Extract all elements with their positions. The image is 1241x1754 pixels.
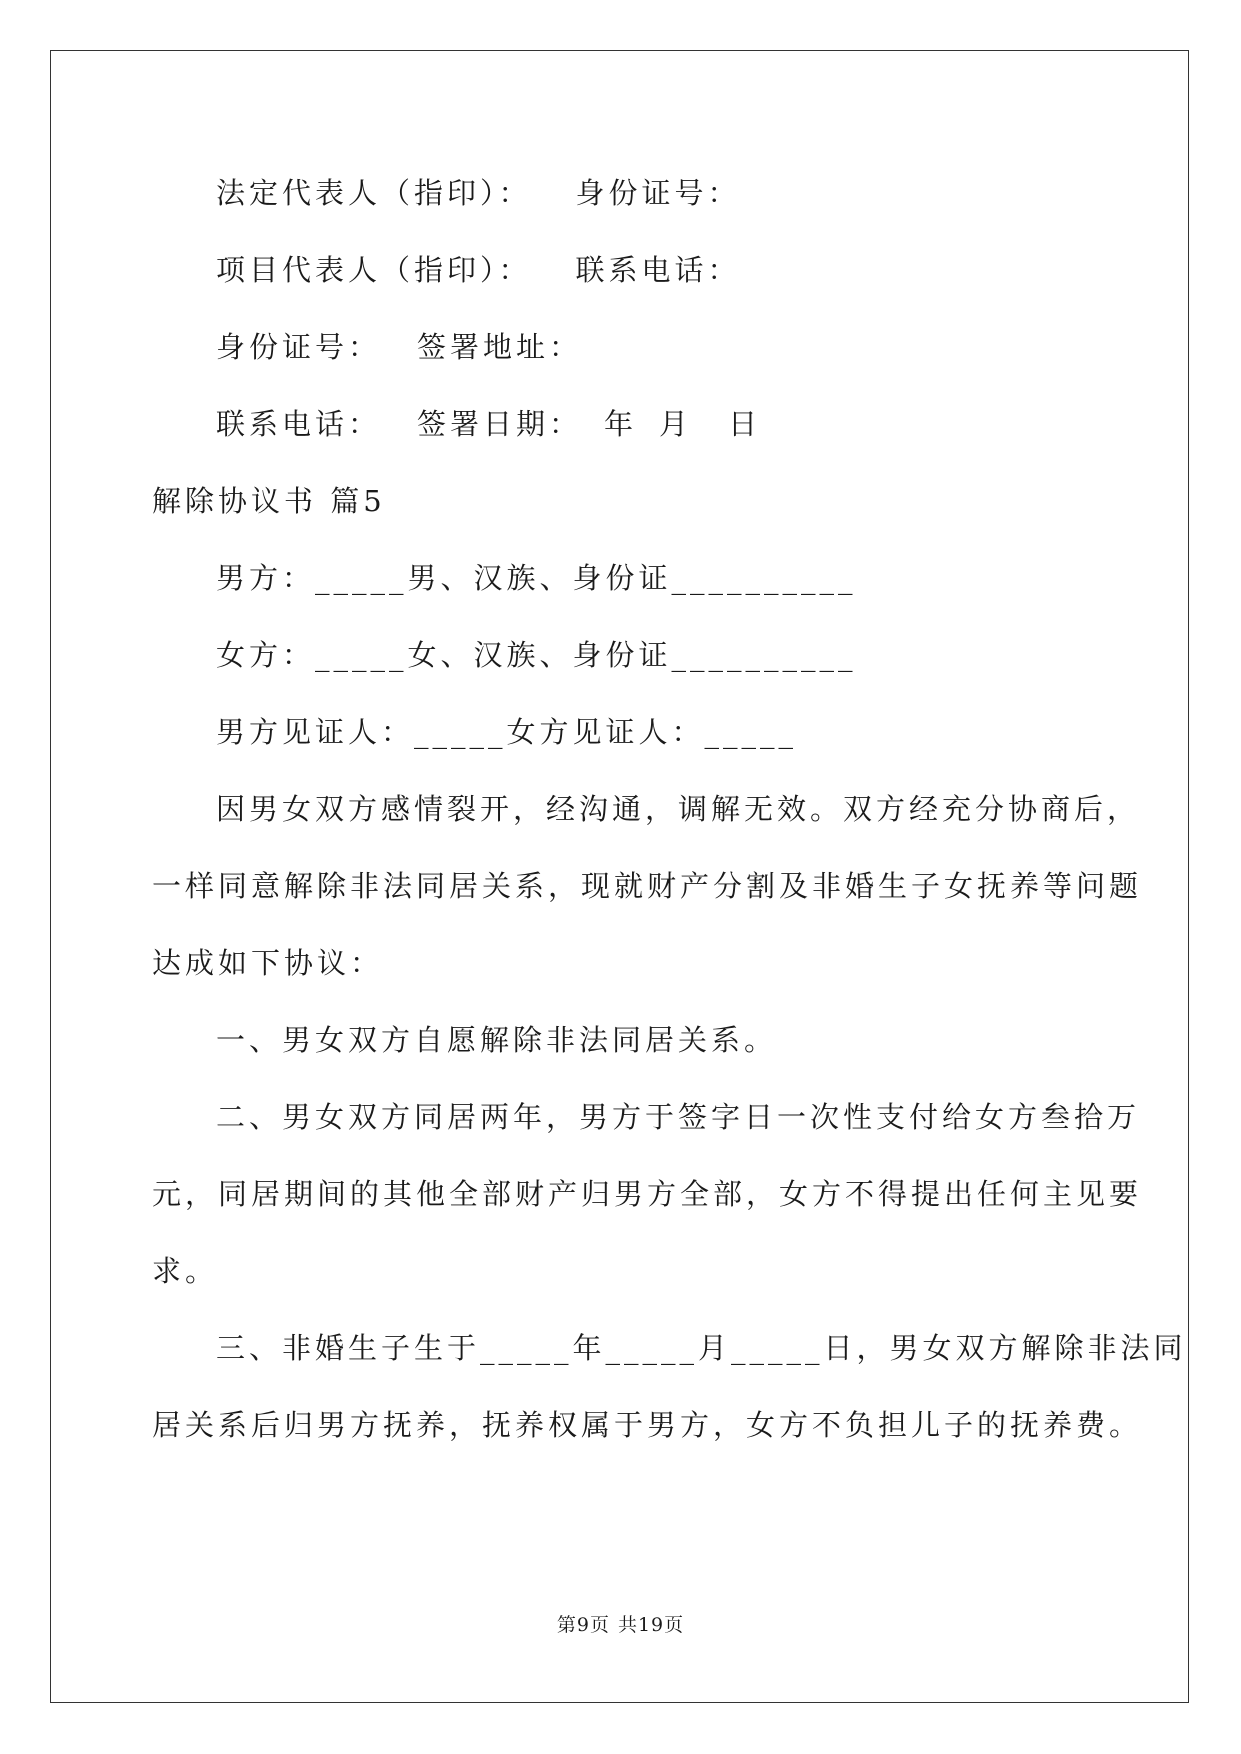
legal-rep-label: 法定代表人（指印）： [216,176,532,210]
intro-line-3: 达成如下协议： [152,946,384,980]
page-number: 第9页 [556,1614,610,1636]
year-label: 年 [604,407,638,441]
section-title: 解除协议书 篇5 [152,484,386,518]
page-footer [0,1612,1241,1638]
sign-address-label: 签署地址： [417,330,583,364]
day-label: 日 [728,407,762,441]
male-party-line: 男方：_____男、汉族、身份证__________ [216,561,857,595]
legal-rep-line [216,173,741,213]
intro-line-1: 因男女双方感情裂开，经沟通，调解无效。双方经充分协商后， [216,792,1141,826]
project-rep-label: 项目代表人（指印）： [216,253,532,287]
phone-date-line [216,404,761,444]
female-party-line: 女方：_____女、汉族、身份证__________ [216,638,857,672]
project-rep-line [216,250,741,290]
intro-line-2: 一样同意解除非法同居关系，现就财产分割及非婚生子女抚养等问题 [152,869,1143,903]
page-total: 共19页 [617,1614,685,1636]
witnesses-line: 男方见证人：_____女方见证人：_____ [216,715,798,749]
clause-2-line-1: 二、男女双方同居两年，男方于签字日一次性支付给女方叁拾万 [216,1100,1141,1134]
sign-date-label: 签署日期： [417,407,583,441]
clause-3-line-1: 三、非婚生子生于_____年_____月_____日，男女双方解除非法同 [216,1331,1187,1365]
month-label: 月 [659,407,693,441]
clause-1: 一、男女双方自愿解除非法同居关系。 [216,1023,778,1057]
phone-label: 联系电话： [575,253,741,287]
clause-2-line-3: 求。 [152,1254,219,1288]
id-number-label: 身份证号： [575,176,741,210]
id-address-line [216,327,582,367]
clause-2-line-2: 元，同居期间的其他全部财产归男方全部，女方不得提出任何主见要 [152,1177,1143,1211]
phone-label: 联系电话： [216,407,382,441]
id-number-label: 身份证号： [216,330,382,364]
clause-3-line-2: 居关系后归男方抚养，抚养权属于男方，女方不负担儿子的抚养费。 [152,1408,1143,1442]
